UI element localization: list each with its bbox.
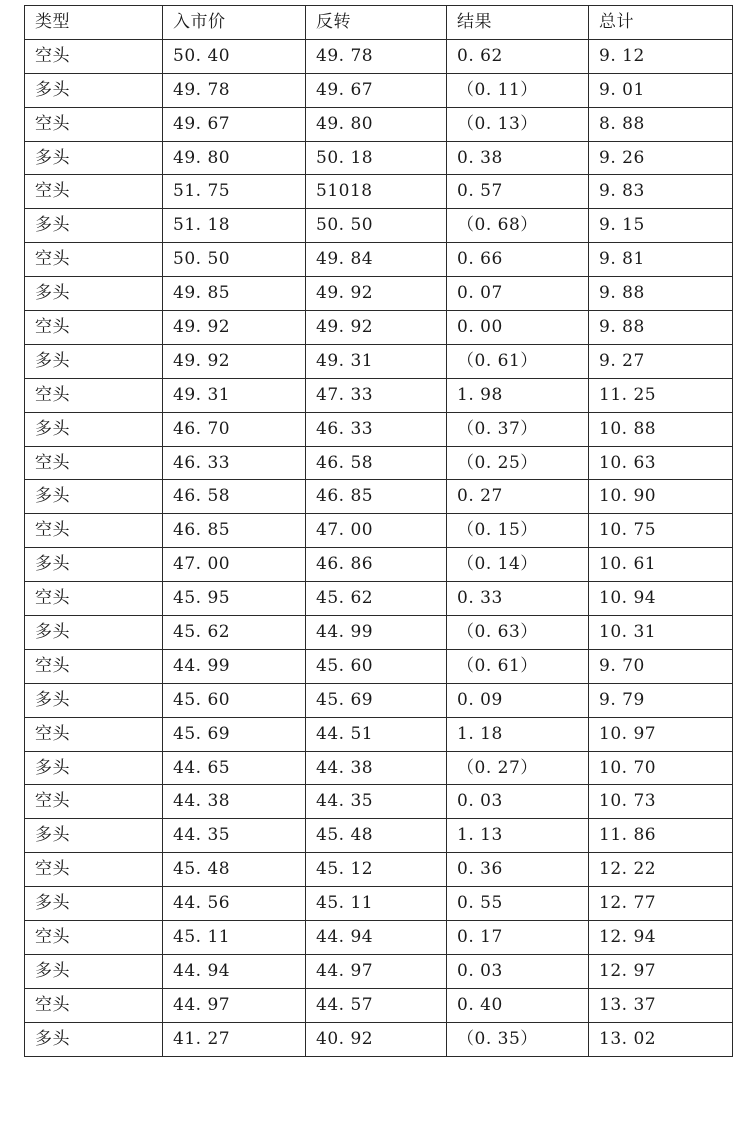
cell-result: （0. 11）	[447, 73, 589, 107]
table-row	[25, 616, 733, 650]
table-row	[25, 243, 733, 277]
cell-type: 空头	[25, 446, 163, 480]
cell-type: 多头	[25, 1022, 163, 1056]
cell-entry-price: 45. 60	[163, 683, 306, 717]
cell-reversal: 46. 86	[306, 548, 447, 582]
header-entry-price: 入市价	[163, 6, 306, 40]
cell-reversal: 45. 12	[306, 853, 447, 887]
cell-entry-price: 45. 62	[163, 616, 306, 650]
table-row	[25, 311, 733, 345]
cell-total: 9. 12	[589, 39, 733, 73]
cell-reversal: 40. 92	[306, 1022, 447, 1056]
cell-entry-price: 50. 40	[163, 39, 306, 73]
cell-result: 0. 17	[447, 921, 589, 955]
table-row	[25, 514, 733, 548]
cell-result: （0. 68）	[447, 209, 589, 243]
table-row	[25, 785, 733, 819]
cell-entry-price: 44. 99	[163, 649, 306, 683]
cell-entry-price: 46. 33	[163, 446, 306, 480]
cell-result: 0. 09	[447, 683, 589, 717]
cell-total: 9. 01	[589, 73, 733, 107]
table-row	[25, 141, 733, 175]
cell-entry-price: 45. 95	[163, 582, 306, 616]
cell-total: 9. 79	[589, 683, 733, 717]
cell-type: 多头	[25, 73, 163, 107]
cell-result: 0. 36	[447, 853, 589, 887]
cell-result: 0. 40	[447, 988, 589, 1022]
cell-reversal: 50. 50	[306, 209, 447, 243]
header-reversal: 反转	[306, 6, 447, 40]
cell-reversal: 45. 11	[306, 887, 447, 921]
cell-entry-price: 44. 97	[163, 988, 306, 1022]
cell-result: （0. 27）	[447, 751, 589, 785]
cell-result: 0. 66	[447, 243, 589, 277]
cell-total: 10. 70	[589, 751, 733, 785]
cell-reversal: 45. 48	[306, 819, 447, 853]
cell-type: 多头	[25, 954, 163, 988]
cell-total: 9. 15	[589, 209, 733, 243]
cell-reversal: 46. 33	[306, 412, 447, 446]
cell-result: （0. 63）	[447, 616, 589, 650]
cell-entry-price: 46. 58	[163, 480, 306, 514]
cell-type: 空头	[25, 988, 163, 1022]
cell-reversal: 44. 94	[306, 921, 447, 955]
cell-total: 12. 77	[589, 887, 733, 921]
header-type: 类型	[25, 6, 163, 40]
cell-result: 0. 27	[447, 480, 589, 514]
cell-total: 10. 94	[589, 582, 733, 616]
cell-reversal: 47. 33	[306, 378, 447, 412]
cell-result: 0. 62	[447, 39, 589, 73]
table-row	[25, 717, 733, 751]
table-row	[25, 378, 733, 412]
cell-entry-price: 44. 56	[163, 887, 306, 921]
cell-type: 空头	[25, 921, 163, 955]
cell-type: 空头	[25, 39, 163, 73]
cell-type: 多头	[25, 141, 163, 175]
cell-entry-price: 50. 50	[163, 243, 306, 277]
cell-type: 多头	[25, 412, 163, 446]
cell-total: 9. 27	[589, 344, 733, 378]
header-result: 结果	[447, 6, 589, 40]
table-row	[25, 548, 733, 582]
table-row	[25, 344, 733, 378]
cell-reversal: 44. 51	[306, 717, 447, 751]
cell-result: （0. 61）	[447, 344, 589, 378]
cell-total: 9. 70	[589, 649, 733, 683]
cell-entry-price: 41. 27	[163, 1022, 306, 1056]
cell-reversal: 45. 62	[306, 582, 447, 616]
table-row	[25, 853, 733, 887]
cell-reversal: 44. 38	[306, 751, 447, 785]
cell-total: 12. 97	[589, 954, 733, 988]
table-row	[25, 73, 733, 107]
header-total: 总计	[589, 6, 733, 40]
cell-reversal: 49. 80	[306, 107, 447, 141]
cell-total: 9. 26	[589, 141, 733, 175]
cell-type: 空头	[25, 243, 163, 277]
cell-result: 0. 03	[447, 954, 589, 988]
table-row	[25, 39, 733, 73]
cell-reversal: 44. 97	[306, 954, 447, 988]
cell-entry-price: 46. 70	[163, 412, 306, 446]
cell-reversal: 45. 69	[306, 683, 447, 717]
cell-type: 空头	[25, 175, 163, 209]
table-row	[25, 412, 733, 446]
table-body	[25, 39, 733, 1056]
cell-type: 空头	[25, 311, 163, 345]
cell-result: 0. 55	[447, 887, 589, 921]
cell-reversal: 51018	[306, 175, 447, 209]
table-row	[25, 751, 733, 785]
table-row	[25, 446, 733, 480]
table-row	[25, 988, 733, 1022]
cell-total: 10. 63	[589, 446, 733, 480]
cell-entry-price: 51. 18	[163, 209, 306, 243]
cell-type: 空头	[25, 717, 163, 751]
cell-reversal: 49. 67	[306, 73, 447, 107]
cell-entry-price: 49. 92	[163, 344, 306, 378]
cell-reversal: 44. 35	[306, 785, 447, 819]
table-row	[25, 582, 733, 616]
cell-total: 9. 81	[589, 243, 733, 277]
cell-entry-price: 45. 11	[163, 921, 306, 955]
cell-type: 空头	[25, 378, 163, 412]
cell-reversal: 46. 85	[306, 480, 447, 514]
cell-result: 1. 98	[447, 378, 589, 412]
cell-entry-price: 49. 67	[163, 107, 306, 141]
cell-type: 多头	[25, 819, 163, 853]
cell-total: 10. 97	[589, 717, 733, 751]
cell-reversal: 49. 92	[306, 311, 447, 345]
cell-result: 0. 03	[447, 785, 589, 819]
cell-total: 11. 86	[589, 819, 733, 853]
cell-type: 多头	[25, 344, 163, 378]
cell-total: 10. 88	[589, 412, 733, 446]
cell-result: 0. 33	[447, 582, 589, 616]
cell-total: 10. 75	[589, 514, 733, 548]
cell-entry-price: 51. 75	[163, 175, 306, 209]
cell-result: 1. 18	[447, 717, 589, 751]
table-row	[25, 887, 733, 921]
cell-total: 9. 88	[589, 311, 733, 345]
table-row	[25, 649, 733, 683]
cell-total: 13. 02	[589, 1022, 733, 1056]
cell-entry-price: 44. 94	[163, 954, 306, 988]
table-row	[25, 954, 733, 988]
cell-entry-price: 47. 00	[163, 548, 306, 582]
cell-type: 多头	[25, 277, 163, 311]
cell-entry-price: 45. 48	[163, 853, 306, 887]
cell-entry-price: 45. 69	[163, 717, 306, 751]
cell-total: 10. 73	[589, 785, 733, 819]
cell-total: 8. 88	[589, 107, 733, 141]
cell-type: 空头	[25, 853, 163, 887]
cell-entry-price: 49. 31	[163, 378, 306, 412]
cell-reversal: 44. 99	[306, 616, 447, 650]
table-row	[25, 107, 733, 141]
cell-result: （0. 25）	[447, 446, 589, 480]
cell-total: 11. 25	[589, 378, 733, 412]
cell-reversal: 49. 92	[306, 277, 447, 311]
cell-total: 10. 90	[589, 480, 733, 514]
cell-result: 1. 13	[447, 819, 589, 853]
cell-reversal: 45. 60	[306, 649, 447, 683]
cell-result: 0. 38	[447, 141, 589, 175]
cell-type: 空头	[25, 107, 163, 141]
cell-entry-price: 46. 85	[163, 514, 306, 548]
trade-results-table	[24, 5, 733, 1057]
cell-result: 0. 57	[447, 175, 589, 209]
cell-type: 多头	[25, 683, 163, 717]
cell-total: 12. 22	[589, 853, 733, 887]
cell-type: 多头	[25, 480, 163, 514]
cell-entry-price: 44. 65	[163, 751, 306, 785]
cell-type: 多头	[25, 616, 163, 650]
cell-result: （0. 61）	[447, 649, 589, 683]
cell-entry-price: 49. 92	[163, 311, 306, 345]
table-header-row	[25, 6, 733, 40]
table-row	[25, 277, 733, 311]
cell-type: 空头	[25, 785, 163, 819]
cell-reversal: 46. 58	[306, 446, 447, 480]
cell-total: 10. 61	[589, 548, 733, 582]
table-row	[25, 683, 733, 717]
cell-entry-price: 49. 80	[163, 141, 306, 175]
table-row	[25, 480, 733, 514]
cell-result: （0. 37）	[447, 412, 589, 446]
cell-type: 空头	[25, 649, 163, 683]
cell-result: （0. 35）	[447, 1022, 589, 1056]
cell-entry-price: 49. 85	[163, 277, 306, 311]
table-row	[25, 209, 733, 243]
cell-total: 12. 94	[589, 921, 733, 955]
cell-reversal: 49. 31	[306, 344, 447, 378]
cell-result: 0. 07	[447, 277, 589, 311]
cell-result: （0. 14）	[447, 548, 589, 582]
cell-type: 空头	[25, 514, 163, 548]
cell-type: 多头	[25, 548, 163, 582]
cell-reversal: 50. 18	[306, 141, 447, 175]
cell-reversal: 44. 57	[306, 988, 447, 1022]
cell-type: 空头	[25, 582, 163, 616]
cell-type: 多头	[25, 209, 163, 243]
cell-total: 13. 37	[589, 988, 733, 1022]
cell-reversal: 49. 78	[306, 39, 447, 73]
cell-total: 9. 83	[589, 175, 733, 209]
cell-result: 0. 00	[447, 311, 589, 345]
cell-total: 9. 88	[589, 277, 733, 311]
table-row	[25, 1022, 733, 1056]
cell-result: （0. 13）	[447, 107, 589, 141]
cell-type: 多头	[25, 751, 163, 785]
cell-reversal: 49. 84	[306, 243, 447, 277]
table-row	[25, 921, 733, 955]
table-row	[25, 819, 733, 853]
cell-entry-price: 44. 35	[163, 819, 306, 853]
table-row	[25, 175, 733, 209]
cell-reversal: 47. 00	[306, 514, 447, 548]
cell-total: 10. 31	[589, 616, 733, 650]
cell-entry-price: 49. 78	[163, 73, 306, 107]
cell-entry-price: 44. 38	[163, 785, 306, 819]
cell-result: （0. 15）	[447, 514, 589, 548]
cell-type: 多头	[25, 887, 163, 921]
